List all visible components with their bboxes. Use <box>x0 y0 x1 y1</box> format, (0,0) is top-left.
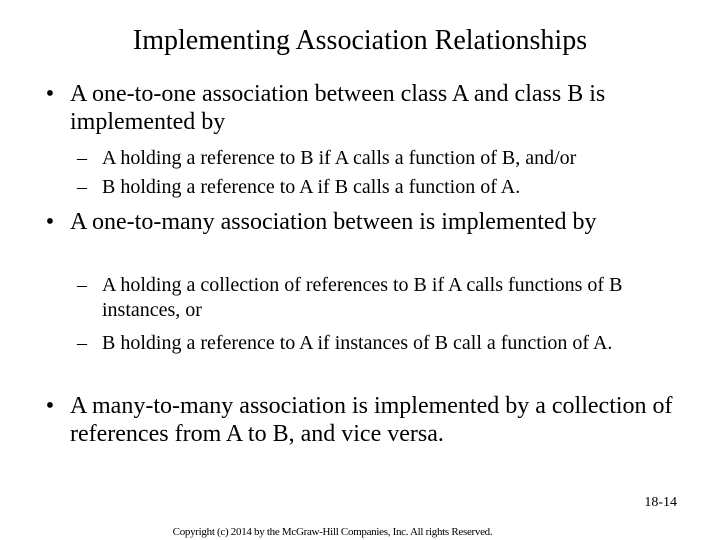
sub-bullet-text: B holding a reference to A if instances of B call a function of A. <box>102 332 613 354</box>
sub-bullet-item <box>77 331 692 356</box>
bullet-marker: • <box>45 393 55 419</box>
sub-bullet-marker: – <box>77 176 87 198</box>
sub-bullet-marker: – <box>77 274 87 296</box>
bullet-marker: • <box>45 209 55 235</box>
bullet-marker: • <box>45 81 55 107</box>
slide-title: Implementing Association Relationships <box>132 25 588 56</box>
bullet-item <box>45 208 690 236</box>
sub-bullet-item <box>77 173 692 201</box>
sub-bullet-item <box>77 273 692 323</box>
sub-bullet-text: A holding a collection of references to B if A calls functions of B instances, or <box>102 274 623 321</box>
sub-bullet-marker: – <box>77 147 87 169</box>
sub-bullet-marker: – <box>77 332 87 354</box>
bullet-item <box>45 392 690 448</box>
bullet-text: A one-to-one association between class A and class B is implemented by <box>70 81 606 135</box>
sub-bullet-item <box>77 144 692 172</box>
bullet-item <box>45 80 690 136</box>
bullet-text: A one-to-many association between is implemented by <box>70 209 597 235</box>
page-number: 18-14 <box>644 495 677 510</box>
sub-bullet-text: B holding a reference to A if B calls a function of A. <box>102 176 521 198</box>
sub-bullet-text: A holding a reference to B if A calls a function of B, and/or <box>102 147 577 169</box>
bullet-text: A many-to-many association is implemented by a collection of references from A to B, and vice versa. <box>70 393 673 447</box>
copyright-notice: Copyright (c) 2014 by the McGraw-Hill Companies, Inc. All rights Reserved. <box>172 526 493 538</box>
